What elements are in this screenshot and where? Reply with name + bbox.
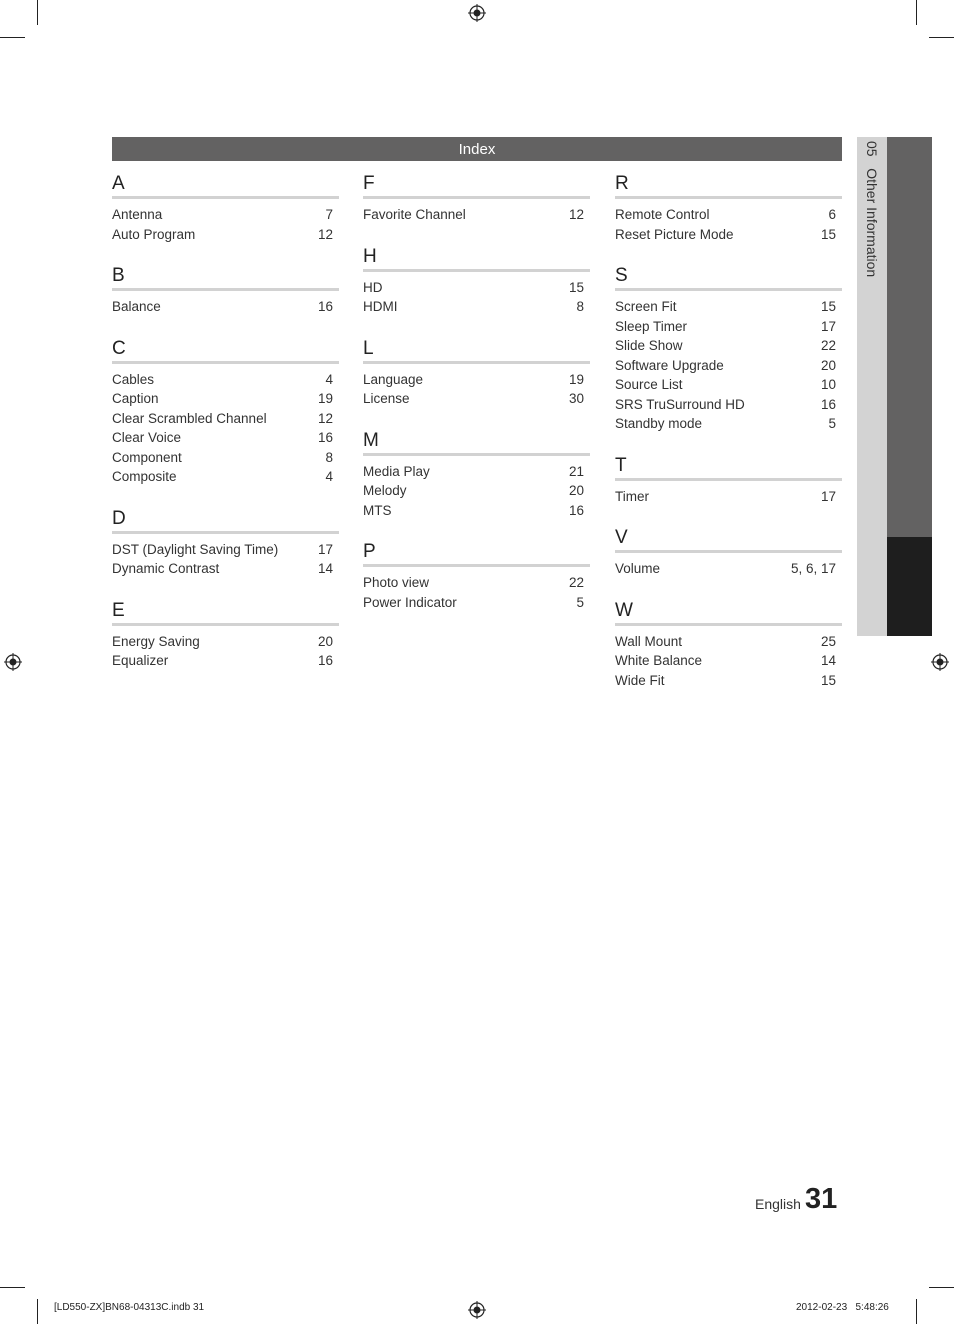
index-entry [615,317,842,337]
section-letter: P [363,540,590,567]
crop-mark [916,1299,917,1324]
registration-mark-icon [4,653,22,671]
registration-mark-icon [931,653,949,671]
section-letter: L [363,337,590,364]
index-entry [615,414,842,434]
crop-mark [0,1287,25,1288]
entry-term: Remote Control [615,207,710,222]
section-letter: B [112,264,339,291]
entry-term: Sleep Timer [615,318,688,334]
entry-term: Auto Program [112,226,196,242]
entry-pages: 5 [828,416,836,431]
index-entry [112,540,339,560]
index-entry [112,467,339,487]
entry-pages: 15 [820,672,836,688]
section-letter: C [112,337,339,364]
entry-term: HDMI [363,299,398,314]
index-entry [363,593,590,613]
index-entry [112,632,339,652]
crop-mark [37,1299,38,1324]
entry-pages: 19 [568,371,584,387]
entry-term: Clear Voice [112,430,182,445]
chapter-tab-strip [887,137,932,537]
index-section [615,599,842,691]
index-entry [615,651,842,671]
crop-mark [916,0,917,25]
index-entry [112,370,339,390]
page-title: Index [458,140,496,158]
entry-term: Wall Mount [615,633,683,649]
crop-mark [37,0,38,25]
index-entry [363,278,590,298]
index-section [615,172,842,244]
index-entry [112,205,339,225]
section-letter: F [363,172,590,199]
index-section [112,599,339,671]
print-slug-file: [LD550-ZX]BN68-04313C.indb 31 [54,1302,205,1313]
index-entry [112,225,339,245]
section-letter: R [615,172,842,199]
entry-pages: 16 [568,502,584,518]
footer-language: English [755,1196,801,1212]
entry-pages: 30 [568,391,584,406]
entry-pages: 14 [820,653,836,668]
entry-pages: 15 [568,279,584,295]
index-entry [615,356,842,376]
index-section [615,264,842,434]
entry-term: Language [363,371,424,387]
index-section [112,507,339,579]
index-entry [363,481,590,501]
entry-term: MTS [363,502,392,518]
section-letter: H [363,245,590,272]
section-letter: S [615,264,842,291]
index-entry [112,409,339,429]
entry-pages: 15 [820,226,836,242]
index-entry [112,428,339,448]
entry-pages: 12 [568,207,584,222]
entry-pages: 17 [317,541,333,557]
entry-pages: 25 [820,633,836,649]
index-column-2 [363,172,590,632]
entry-pages: 17 [820,488,836,504]
entry-term: Favorite Channel [363,207,466,222]
entry-pages: 16 [317,430,333,445]
index-entry [112,448,339,468]
entry-term: Composite [112,469,177,484]
entry-term: Energy Saving [112,633,200,649]
page-number: 31 [805,1183,838,1215]
section-letter: V [615,526,842,553]
entry-term: Equalizer [112,653,169,668]
entry-pages: 5, 6, 17 [790,561,836,576]
entry-term: Screen Fit [615,299,677,314]
entry-pages: 14 [317,561,333,576]
print-slug-timestamp: 2012-02-23 5:48:26 [796,1302,889,1313]
index-entry [615,487,842,507]
entry-pages: 16 [820,396,836,412]
index-entry [363,501,590,521]
entry-pages: 16 [317,299,333,314]
index-section [112,172,339,244]
index-section [363,337,590,409]
index-entry [363,370,590,390]
index-entry [615,395,842,415]
entry-term: Timer [615,488,649,504]
entry-term: Melody [363,483,407,498]
index-entry [615,297,842,317]
entry-term: Source List [615,377,683,392]
section-letter: D [112,507,339,534]
crop-mark [929,37,954,38]
entry-pages: 16 [317,653,333,668]
index-entry [615,375,842,395]
index-entry [112,559,339,579]
index-section [363,540,590,612]
entry-term: SRS TruSurround HD [615,396,745,412]
index-section [615,526,842,579]
index-entry [363,573,590,593]
entry-pages: 19 [317,391,333,406]
index-entry [112,389,339,409]
entry-pages: 10 [820,377,836,392]
entry-term: Clear Scrambled Channel [112,410,267,426]
index-section [363,245,590,317]
index-entry [112,651,339,671]
entry-pages: 15 [820,299,836,314]
entry-pages: 20 [820,357,836,373]
entry-pages: 7 [325,207,333,222]
index-header-bar [112,137,842,161]
index-entry [615,225,842,245]
index-entry [363,389,590,409]
entry-term: Wide Fit [615,672,665,688]
entry-pages: 4 [325,469,333,484]
entry-pages: 12 [317,226,333,242]
index-section [363,172,590,225]
entry-term: Cables [112,371,155,387]
chapter-tab-marker [887,537,932,636]
entry-term: White Balance [615,653,703,668]
section-letter: T [615,454,842,481]
entry-pages: 22 [820,338,836,353]
entry-pages: 5 [576,594,584,610]
entry-term: License [363,391,410,406]
entry-term: Standby mode [615,416,703,431]
entry-term: Dynamic Contrast [112,561,220,576]
index-entry [615,205,842,225]
index-entry [615,671,842,691]
entry-pages: 4 [325,371,333,387]
entry-pages: 17 [820,318,836,334]
entry-term: Software Upgrade [615,357,724,373]
entry-term: Antenna [112,207,163,222]
index-section [363,429,590,521]
index-column-1 [112,172,339,691]
section-letter: W [615,599,842,626]
index-entry [363,205,590,225]
registration-mark-icon [468,4,486,22]
section-letter: E [112,599,339,626]
entry-pages: 6 [828,207,836,222]
chapter-tab-label: 05 Other Information [864,141,880,278]
index-section [112,337,339,487]
index-entry [363,462,590,482]
entry-term: HD [363,279,383,295]
entry-term: Caption [112,391,159,406]
entry-term: Power Indicator [363,594,457,610]
entry-term: Reset Picture Mode [615,226,734,242]
crop-mark [929,1287,954,1288]
entry-term: Volume [615,561,661,576]
index-section [615,454,842,507]
registration-mark-icon [468,1301,486,1319]
index-entry [615,632,842,652]
index-column-3 [615,172,842,710]
index-section [112,264,339,317]
entry-term: Balance [112,299,161,314]
entry-pages: 20 [568,483,584,498]
crop-mark [0,37,25,38]
entry-pages: 20 [317,633,333,649]
entry-term: DST (Daylight Saving Time) [112,541,279,557]
entry-pages: 8 [325,449,333,465]
index-entry [112,297,339,317]
index-entry [615,559,842,579]
entry-term: Photo view [363,575,430,590]
entry-term: Media Play [363,463,430,479]
entry-pages: 12 [317,410,333,426]
index-entry [363,297,590,317]
entry-pages: 22 [568,575,584,590]
index-entry [615,336,842,356]
entry-term: Slide Show [615,338,683,353]
entry-pages: 21 [568,463,584,479]
entry-pages: 8 [576,299,584,314]
section-letter: A [112,172,339,199]
entry-term: Component [112,449,182,465]
section-letter: M [363,429,590,456]
